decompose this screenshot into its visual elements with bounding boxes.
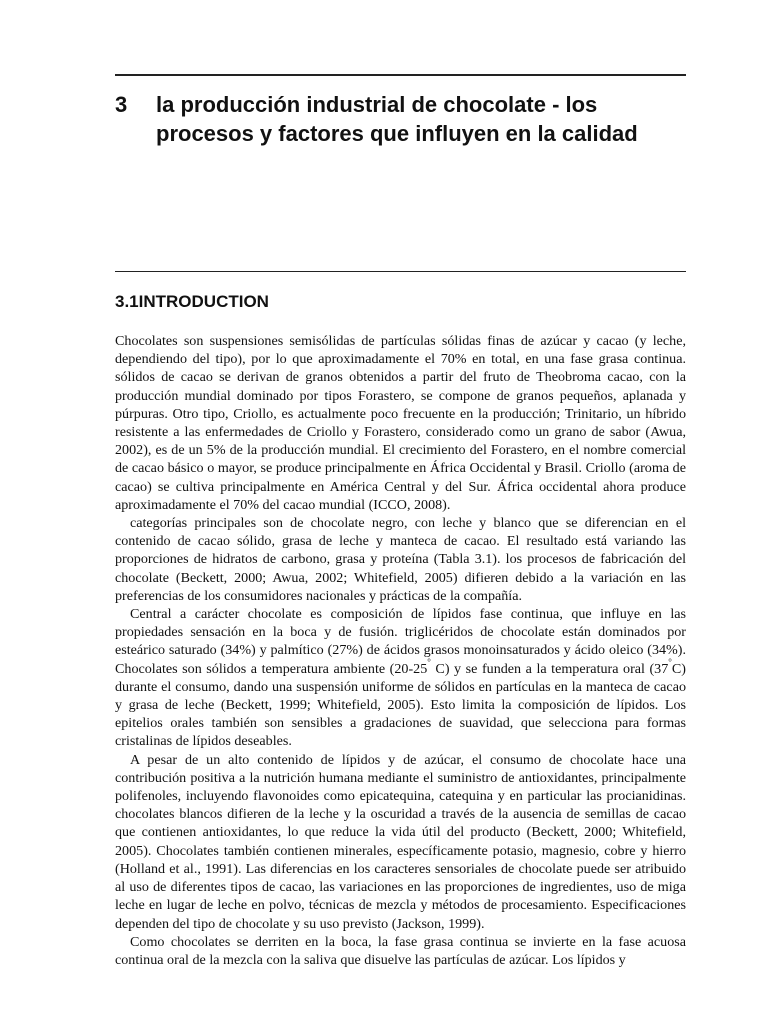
chapter-number: 3 [115, 92, 128, 117]
paragraph: A pesar de un alto contenido de lípidos y de azúcar, el consumo de chocolate hace una contribución positiva a la nutrición humana mediante el suministro de antioxidantes, principalmente polifenoles, incluyendo flavonoides como epicatequina, catequina y en particular las procianidinas. chocolates blancos difieren de la leche y la oscuridad a través de la ausencia de semillas de cacao que contienen antioxidantes, lo que reduce la vida útil del producto (Beckett, 2000; Whitefield, 2005). Chocolates también contienen minerales, específicamente potasio, magnesio, cobre y hierro (Holland et al., 1991). Las diferencias en los caracteres sensoriales de chocolate puede ser atribuido al uso de diferentes tipos de cacao, las variaciones en las proporciones de ingredientes, uso de miga leche en lugar de leche en polvo, técnicas de mezcla y métodos de procesamiento. Especificaciones dependen del tipo de chocolate y su uso previsto (Jackson, 1999). [115, 751, 686, 932]
paragraph-text: C) y se funden a la temperatura oral (37 [430, 660, 669, 677]
paragraph: categorías principales son de chocolate negro, con leche y blanco que se diferencian en el contenido de cacao sólido, grasa de leche y manteca de cacao. El resultado está variando las proporciones de hidratos de carbono, grasa y proteína (Tabla 3.1). los procesos de fabricación del chocolate (Beckett, 2000; Awua, 2002; Whitefield, 2005) difieren debido a la variación en las preferencias de los consumidores nacionales y prácticas de la compañía. [115, 515, 686, 604]
degree-symbol: ° [427, 656, 431, 667]
paragraph [115, 605, 686, 751]
paragraph: Como chocolates se derriten en la boca, la fase grasa continua se invierte en la fase acuosa continua oral de la mezcla con la saliva que disuelve las partículas de azúcar. Los lípidos y [115, 933, 686, 968]
chapter-title: la producción industrial de chocolate - los procesos y factores que influyen en la calidad [156, 92, 638, 146]
section-rule [115, 271, 686, 272]
paragraph: Chocolates son suspensiones semisólidas de partículas sólidas finas de azúcar y cacao (y leche, dependiendo del tipo), por lo que aproximadamente el 70% en total, en una fase grasa continua. sólidos de cacao se derivan de granos obtenidos a partir del fruto de Theobroma cacao, con la producción mundial dominado por tipos Forastero, se compone de granos pequeños, aplanada y púrpuras. Otro tipo, Criollo, es actualmente poco frecuente en la producción; Trinitario, un híbrido resistente a las enfermedades de Criollo y Forastero, considerado como un grano de sabor (Awua, 2002), es de un 5% de la producción mundial. El crecimiento del Forastero, en el nombre comercial de cacao básico o mayor, se produce principalmente en África Occidental y Brasil. Criollo (aroma de cacao) se cultiva principalmente en América Central y del Sur. África occidental ahora produce aproximadamente el 70% del cacao mundial (ICCO, 2008). [115, 333, 686, 513]
top-rule [115, 74, 686, 76]
paragraph-text: Central a carácter chocolate es composición de lípidos fase continua, que influye en las propiedades sensación en la boca y de fusión. triglicéridos de chocolate están dominados por esteárico saturado (34%) y palmítico (27%) de ácidos grasos monoinsaturados y ácido oleico (34%). Chocolates son sólidos a temperatura ambiente (20-25 [115, 606, 686, 677]
paragraph-text: C) durante el consumo, dando una suspensión uniforme de sólidos en partículas en la manteca de cacao y grasa de leche (Beckett, 1999; Whitefield, 2005). Esto limita la composición de lípidos. Los epitelios orales también son sensibles a gradaciones de suavidad, que selecciona para formas cristalinas de lípidos deseables. [115, 660, 686, 750]
degree-symbol: ° [668, 656, 672, 667]
section-heading: 3.1INTRODUCTION [115, 292, 269, 311]
body-text [115, 332, 686, 969]
